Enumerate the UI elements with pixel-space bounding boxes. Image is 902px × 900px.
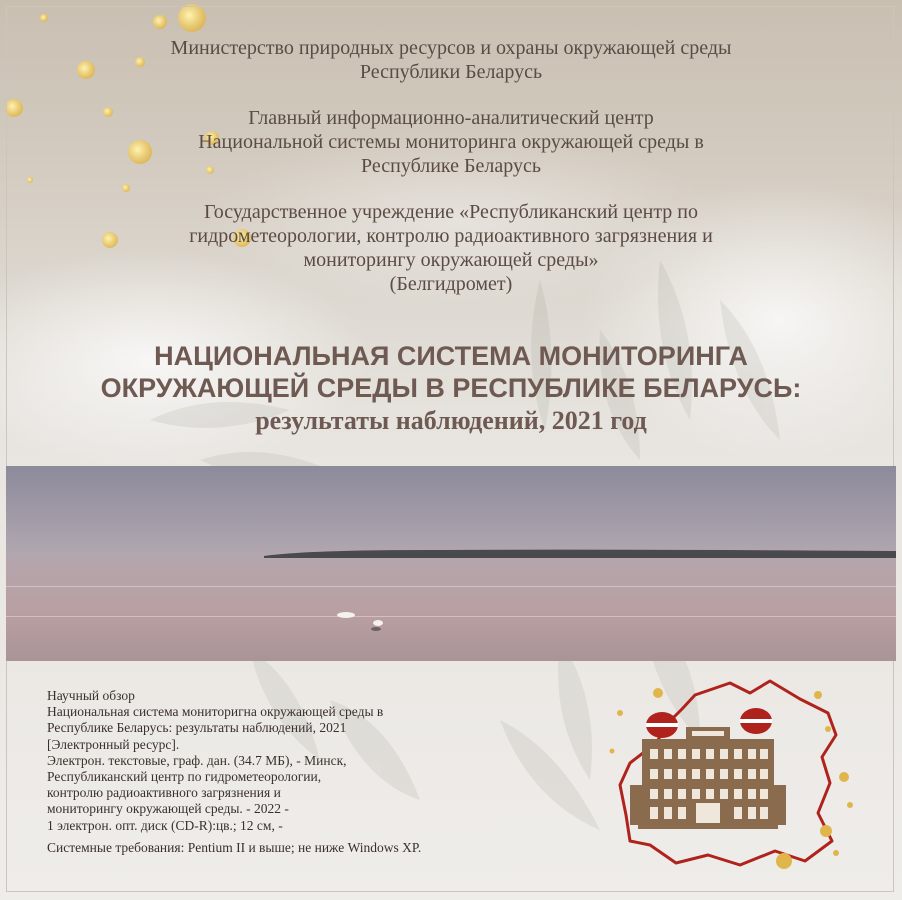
desc-line: 1 электрон. опт. диск (CD-R):цв.; 12 см, -: [47, 817, 283, 833]
desc-line: Научный обзор: [47, 688, 135, 703]
system-requirements: Системные требования: Pentium II и выше; не ниже Windows XP.: [47, 839, 422, 855]
institution-line-4: (Белгидромет): [389, 273, 513, 295]
institution-line-3: мониторингу окружающей среды»: [303, 249, 599, 271]
title-line-1: НАЦИОНАЛЬНАЯ СИСТЕМА МОНИТОРИНГА: [154, 341, 748, 371]
institution-line-1: Государственное учреждение «Республиканский центр по: [203, 201, 699, 223]
center-line-3: Республике Беларусь: [361, 155, 541, 177]
lake-photo: [6, 466, 896, 661]
desc-line: мониторингу окружающей среды. - 2022 -: [47, 801, 289, 817]
building-emblem-icon: [600, 665, 880, 880]
desc-line: контролю радиоактивного загрязнения и: [47, 785, 281, 801]
desc-line: Национальная система мониторигна окружающей среды в: [47, 704, 384, 720]
institution-line-2: гидрометеорологии, контролю радиоактивного загрязнения и: [189, 225, 713, 247]
header: [0, 36, 902, 296]
center-line-1: Главный информационно-аналитический центр: [248, 107, 654, 129]
main-title: [0, 340, 902, 438]
desc-line: Электрон. текстовые, граф. дан. (34.7 МБ), - Минск,: [47, 752, 347, 768]
bibliographic-description: [47, 688, 477, 856]
title-subtitle: результаты наблюдений, 2021 год: [255, 406, 647, 435]
center-line-2: Национальной системы мониторинга окружающей среды в: [198, 131, 704, 153]
ministry-line-2: Республики Беларусь: [359, 61, 543, 83]
title-line-2: ОКРУЖАЮЩЕЙ СРЕДЫ В РЕСПУБЛИКЕ БЕЛАРУСЬ:: [100, 373, 802, 403]
desc-line: [Электронный ресурс].: [47, 736, 180, 752]
desc-line: Республиканский центр по гидрометеорологии,: [47, 769, 322, 785]
ministry-line-1: Министерство природных ресурсов и охраны окружающей среды: [170, 37, 732, 59]
desc-line: Республике Беларусь: результаты наблюдений, 2021: [47, 720, 347, 736]
